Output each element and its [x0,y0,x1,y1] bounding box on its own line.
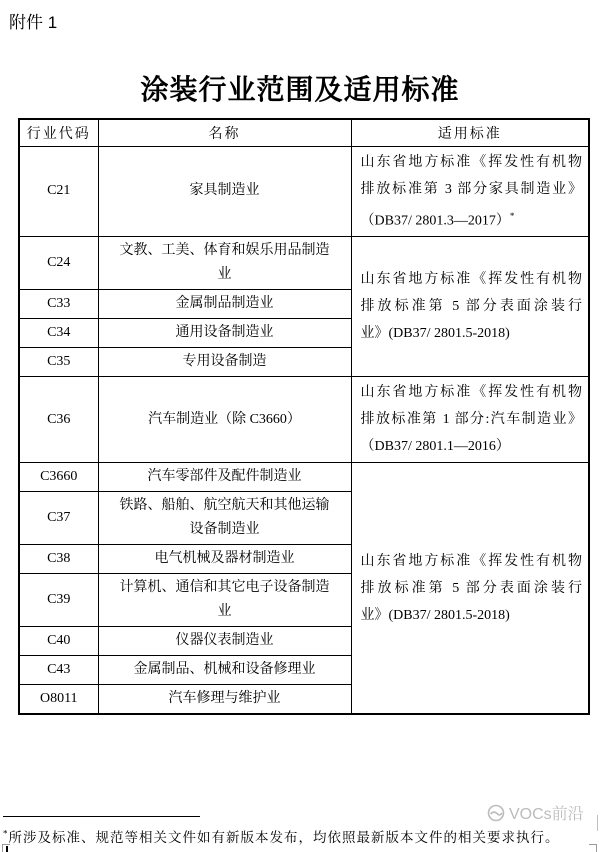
standard-line: 业》(DB37/ 2801.5-2018) [360,326,510,342]
column-header-industry-code: 行业代码 [19,119,98,146]
page-edge-mark [597,815,598,831]
standard-line: （DB37/ 2801.1—2016） [360,439,510,455]
footnote-text [3,826,563,852]
watermark [486,801,584,824]
industry-code-cell: C35 [19,348,98,377]
industry-code-cell: O8011 [19,685,98,715]
table-row [19,377,589,463]
attachment-label: 附件 1 [9,13,58,32]
industry-name-cell: 文教、工美、体育和娱乐用品制造业 [98,237,351,290]
standard-cell [351,463,589,715]
footnote-marker: * [3,828,9,839]
industry-name-cell: 通用设备制造业 [98,319,351,348]
industry-code-cell: C34 [19,319,98,348]
standard-cell [351,146,589,237]
industry-code-cell: C39 [19,574,98,627]
standard-line: 排放标准第 5 部分表面涂装行 [360,580,582,596]
watermark-text: VOCs前沿 [509,806,584,823]
standard-line [361,203,583,235]
column-header-standard: 适用标准 [351,119,589,146]
industry-name-cell: 汽车零部件及配件制造业 [98,463,351,492]
industry-code-cell: C36 [19,377,98,463]
industry-code-cell: C24 [19,237,98,290]
footnote-separator [3,816,200,817]
standards-table [18,118,590,715]
table-row [19,237,589,290]
page-corner-mark-left [2,844,10,852]
industry-name-cell: 专用设备制造 [98,348,351,377]
standard-code: （DB37/ 2801.3—2017） [360,213,510,229]
footnote-marker: * [509,210,515,221]
standard-line: 排放标准第 5 部分表面涂装行 [360,299,582,315]
industry-code-cell: C3660 [19,463,98,492]
page-corner-mark-right [589,844,597,852]
standard-line: 山东省地方标准《挥发性有机物 [360,154,582,170]
column-header-name: 名称 [98,119,351,146]
industry-code-cell: C37 [19,492,98,545]
industry-code-cell: C43 [19,656,98,685]
industry-name-cell: 金属制品制造业 [98,290,351,319]
industry-code-cell: C33 [19,290,98,319]
industry-code-cell: C21 [19,146,98,237]
industry-name-cell: 电气机械及器材制造业 [98,545,351,574]
standard-cell [351,377,589,463]
industry-name-cell: 金属制品、机械和设备修理业 [98,656,351,685]
standard-cell [351,237,589,377]
standard-line: 山东省地方标准《挥发性有机物 [360,385,582,401]
standard-line: 山东省地方标准《挥发性有机物 [360,272,582,288]
footnote-body: 所涉及标准、规范等相关文件如有新版本发布，均依照最新版本文件的相关要求执行。 [8,830,560,845]
industry-name-cell: 汽车修理与维护业 [98,685,351,715]
standard-line: 排放标准第 3 部分家具制造业》 [360,181,582,197]
vocs-logo-icon [486,803,506,823]
industry-code-cell: C40 [19,627,98,656]
industry-code-cell: C38 [19,545,98,574]
page-title: 涂装行业范围及适用标准 [140,74,460,105]
industry-name-cell: 汽车制造业（除 C3660） [98,377,351,463]
table-row [19,146,589,237]
industry-name-cell: 家具制造业 [98,146,351,237]
table-row [19,463,589,492]
industry-name-cell: 铁路、船舶、航空航天和其他运输设备制造业 [98,492,351,545]
standard-line: 业》(DB37/ 2801.5-2018) [360,607,510,623]
industry-name-cell: 计算机、通信和其它电子设备制造业 [98,574,351,627]
table-header-row [19,119,589,146]
industry-name-cell: 仪器仪表制造业 [98,627,351,656]
standard-line: 山东省地方标准《挥发性有机物 [360,553,582,569]
standard-line: 排放标准第 1 部分:汽车制造业》 [360,412,582,428]
